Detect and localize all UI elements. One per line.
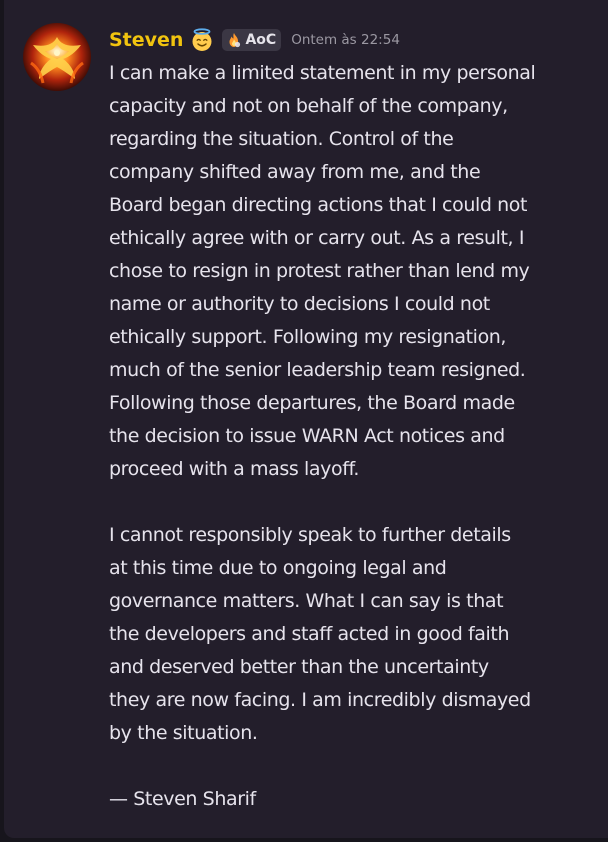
message-line: the decision to issue WARN Act notices and bbox=[109, 425, 505, 447]
message-line: I can make a limited statement in my personal bbox=[109, 62, 536, 84]
message-line: by the situation. bbox=[109, 722, 258, 744]
message-line: at this time due to ongoing legal and bbox=[109, 557, 447, 579]
message-timestamp[interactable]: Ontem às 22:54 bbox=[291, 32, 400, 48]
message-line: the developers and staff acted in good faith bbox=[109, 623, 510, 645]
message-line: they are now facing. I am incredibly dismayed bbox=[109, 689, 531, 711]
message-line: much of the senior leadership team resigned. bbox=[109, 359, 526, 381]
flame-icon bbox=[226, 32, 242, 48]
message-line: ethically agree with or carry out. As a result, I bbox=[109, 227, 525, 249]
message-line: chose to resign in protest rather than lend my bbox=[109, 260, 530, 282]
message-line: capacity and not on behalf of the company, bbox=[109, 95, 508, 117]
message-line: company shifted away from me, and the bbox=[109, 161, 481, 183]
author-username[interactable]: Steven bbox=[109, 29, 184, 51]
message-line: proceed with a mass layoff. bbox=[109, 458, 360, 480]
message-content bbox=[109, 57, 589, 816]
phoenix-avatar-icon[interactable] bbox=[23, 23, 91, 91]
message-header bbox=[109, 26, 400, 54]
innocent-halo-face-icon bbox=[190, 28, 214, 52]
message-line: I cannot responsibly speak to further details bbox=[109, 524, 511, 546]
message-line: Board began directing actions that I could not bbox=[109, 194, 528, 216]
server-tag-label: AoC bbox=[245, 32, 277, 48]
message-signature: — Steven Sharif bbox=[109, 788, 256, 810]
paragraph-break bbox=[109, 750, 589, 783]
server-tag-badge[interactable] bbox=[222, 29, 281, 51]
message-line: name or authority to decisions I could not bbox=[109, 293, 490, 315]
message-line: ethically support. Following my resignation, bbox=[109, 326, 507, 348]
message-line: regarding the situation. Control of the bbox=[109, 128, 454, 150]
paragraph-break bbox=[109, 486, 589, 519]
message-line: Following those departures, the Board made bbox=[109, 392, 515, 414]
chat-message bbox=[4, 0, 608, 838]
message-line: governance matters. What I can say is that bbox=[109, 590, 504, 612]
message-line: and deserved better than the uncertainty bbox=[109, 656, 489, 678]
